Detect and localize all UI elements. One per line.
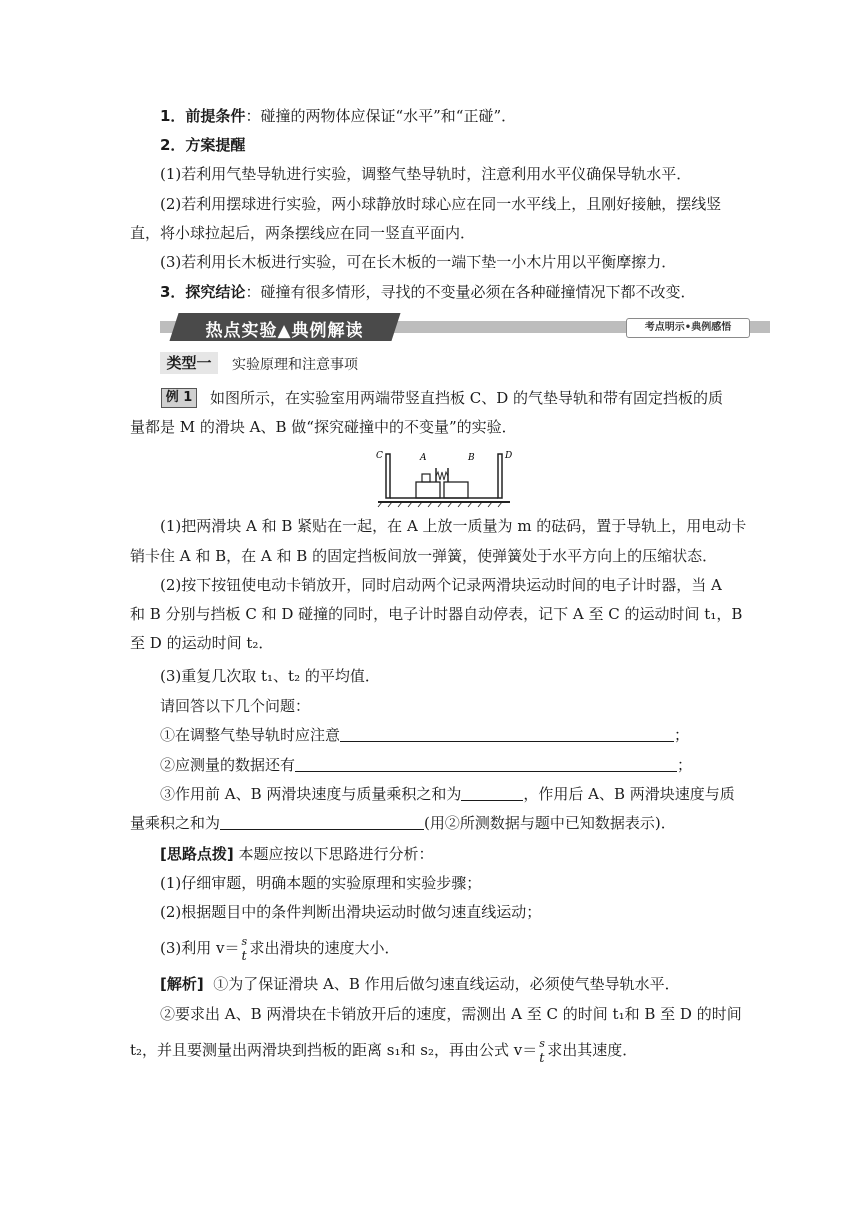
plan-item-3: (3)若利用长木板进行实验，可在长木板的一端下垫一小木片用以平衡摩擦力． — [160, 253, 677, 271]
step-3: (3)重复几次取 t₁、t₂ 的平均值． — [160, 667, 380, 685]
section-banner — [160, 313, 770, 341]
answer-blank-1[interactable] — [340, 725, 674, 742]
step-1-line1: (1)把两滑块 A 和 B 紧贴在一起，在 A 上放一质量为 m 的砝码，置于导轨上，用电动卡 — [160, 517, 747, 535]
plan-item-2-line2: 直，将小球拉起后，两条摆线应在同一竖直平面内． — [130, 224, 476, 242]
banner-tag: 考点明示•典例感悟 — [626, 318, 750, 338]
velocity-fraction-2: s t — [539, 1037, 545, 1066]
type-label: 类型一 — [160, 352, 218, 374]
premise-text: ：碰撞的两物体应保证“水平”和“正碰”． — [245, 107, 517, 125]
plan-item-2-line1: (2)若利用摆球进行实验，两小球静放时球心应在同一水平线上，且刚好接触，摆线竖 — [160, 195, 722, 213]
air-track-diagram — [374, 446, 514, 508]
type-title: 实验原理和注意事项 — [232, 357, 358, 373]
question-3-line2: 量乘积之和为 (用②所测数据与题中已知数据表示)． — [130, 814, 676, 832]
example-line2: 量都是 M 的滑块 A、B 做“探究碰撞中的不变量”的实验． — [130, 418, 517, 436]
hint-heading: [思路点拨] 本题应按以下思路进行分析： — [160, 845, 434, 863]
question-prompt: 请回答以下几个问题： — [160, 697, 311, 715]
example-line1: 如图所示，在实验室用两端带竖直挡板 C、D 的气垫导轨和带有固定挡板的质 — [210, 389, 724, 407]
analysis-line2: ②要求出 A、B 两滑块在卡销放开后的速度，需测出 A 至 C 的时间 t₁和 B 至 D 的时间 — [160, 1005, 742, 1023]
conclusion-paragraph: 3．探究结论：碰撞有很多情形，寻找的不变量必须在各种碰撞情况下都不改变． — [160, 283, 696, 301]
label-a: A — [420, 453, 427, 463]
answer-blank-2[interactable] — [295, 755, 677, 772]
step-2-line3: 至 D 的运动时间 t₂． — [130, 634, 274, 652]
hint-step-2: (2)根据题目中的条件判断出滑块运动时做匀速直线运动； — [160, 903, 542, 921]
label-b: B — [468, 453, 475, 463]
step-2-line1: (2)按下按钮使电动卡销放开，同时启动两个记录两滑块运动时间的电子计时器，当 A — [160, 576, 722, 594]
answer-blank-3a[interactable] — [461, 784, 523, 801]
analysis-line1: [解析] ①为了保证滑块 A、B 作用后做匀速直线运动，必须使气垫导轨水平． — [160, 975, 680, 993]
example-badge: 例 1 — [161, 388, 197, 408]
velocity-fraction: s t — [241, 935, 248, 964]
premise-lead: 1．前提条件 — [160, 107, 246, 125]
hint-step-3: (3)利用 v＝ s t 求出滑块的速度大小． — [160, 935, 400, 964]
plan-item-1: (1)若利用气垫导轨进行实验，调整气垫导轨时，注意利用水平仪确保导轨水平． — [160, 165, 692, 183]
banner-title-box — [169, 313, 400, 341]
hint-label: [思路点拨] — [160, 845, 234, 863]
step-2-line2: 和 B 分别与挡板 C 和 D 碰撞的同时，电子计时器自动停表，记下 A 至 C 的运动时间 t₁，B — [130, 605, 743, 623]
banner-title: 热点实验▲典例解读 — [205, 321, 364, 341]
question-1: ①在调整气垫导轨时应注意 ； — [160, 726, 690, 744]
plan-heading: 2．方案提醒 — [160, 136, 246, 154]
question-3-line1: ③作用前 A、B 两滑块速度与质量乘积之和为 ，作用后 A、B 两滑块速度与质 — [160, 785, 735, 803]
step-1-line2: 销卡住 A 和 B，在 A 和 B 的固定挡板间放一弹簧，使弹簧处于水平方向上的压缩状态． — [130, 547, 718, 565]
premise-paragraph — [160, 102, 730, 130]
hint-step-1: (1)仔细审题，明确本题的实验原理和实验步骤； — [160, 874, 482, 892]
analysis-label: [解析] — [160, 975, 204, 993]
analysis-line3: t₂，并且要测量出两滑块到挡板的距离 s₁和 s₂，再由公式 v＝ s t 求出其速度． — [130, 1037, 638, 1066]
label-c: C — [376, 451, 383, 461]
label-d: D — [505, 451, 513, 461]
answer-blank-3b[interactable] — [220, 813, 424, 830]
question-2: ②应测量的数据还有 ； — [160, 756, 693, 774]
